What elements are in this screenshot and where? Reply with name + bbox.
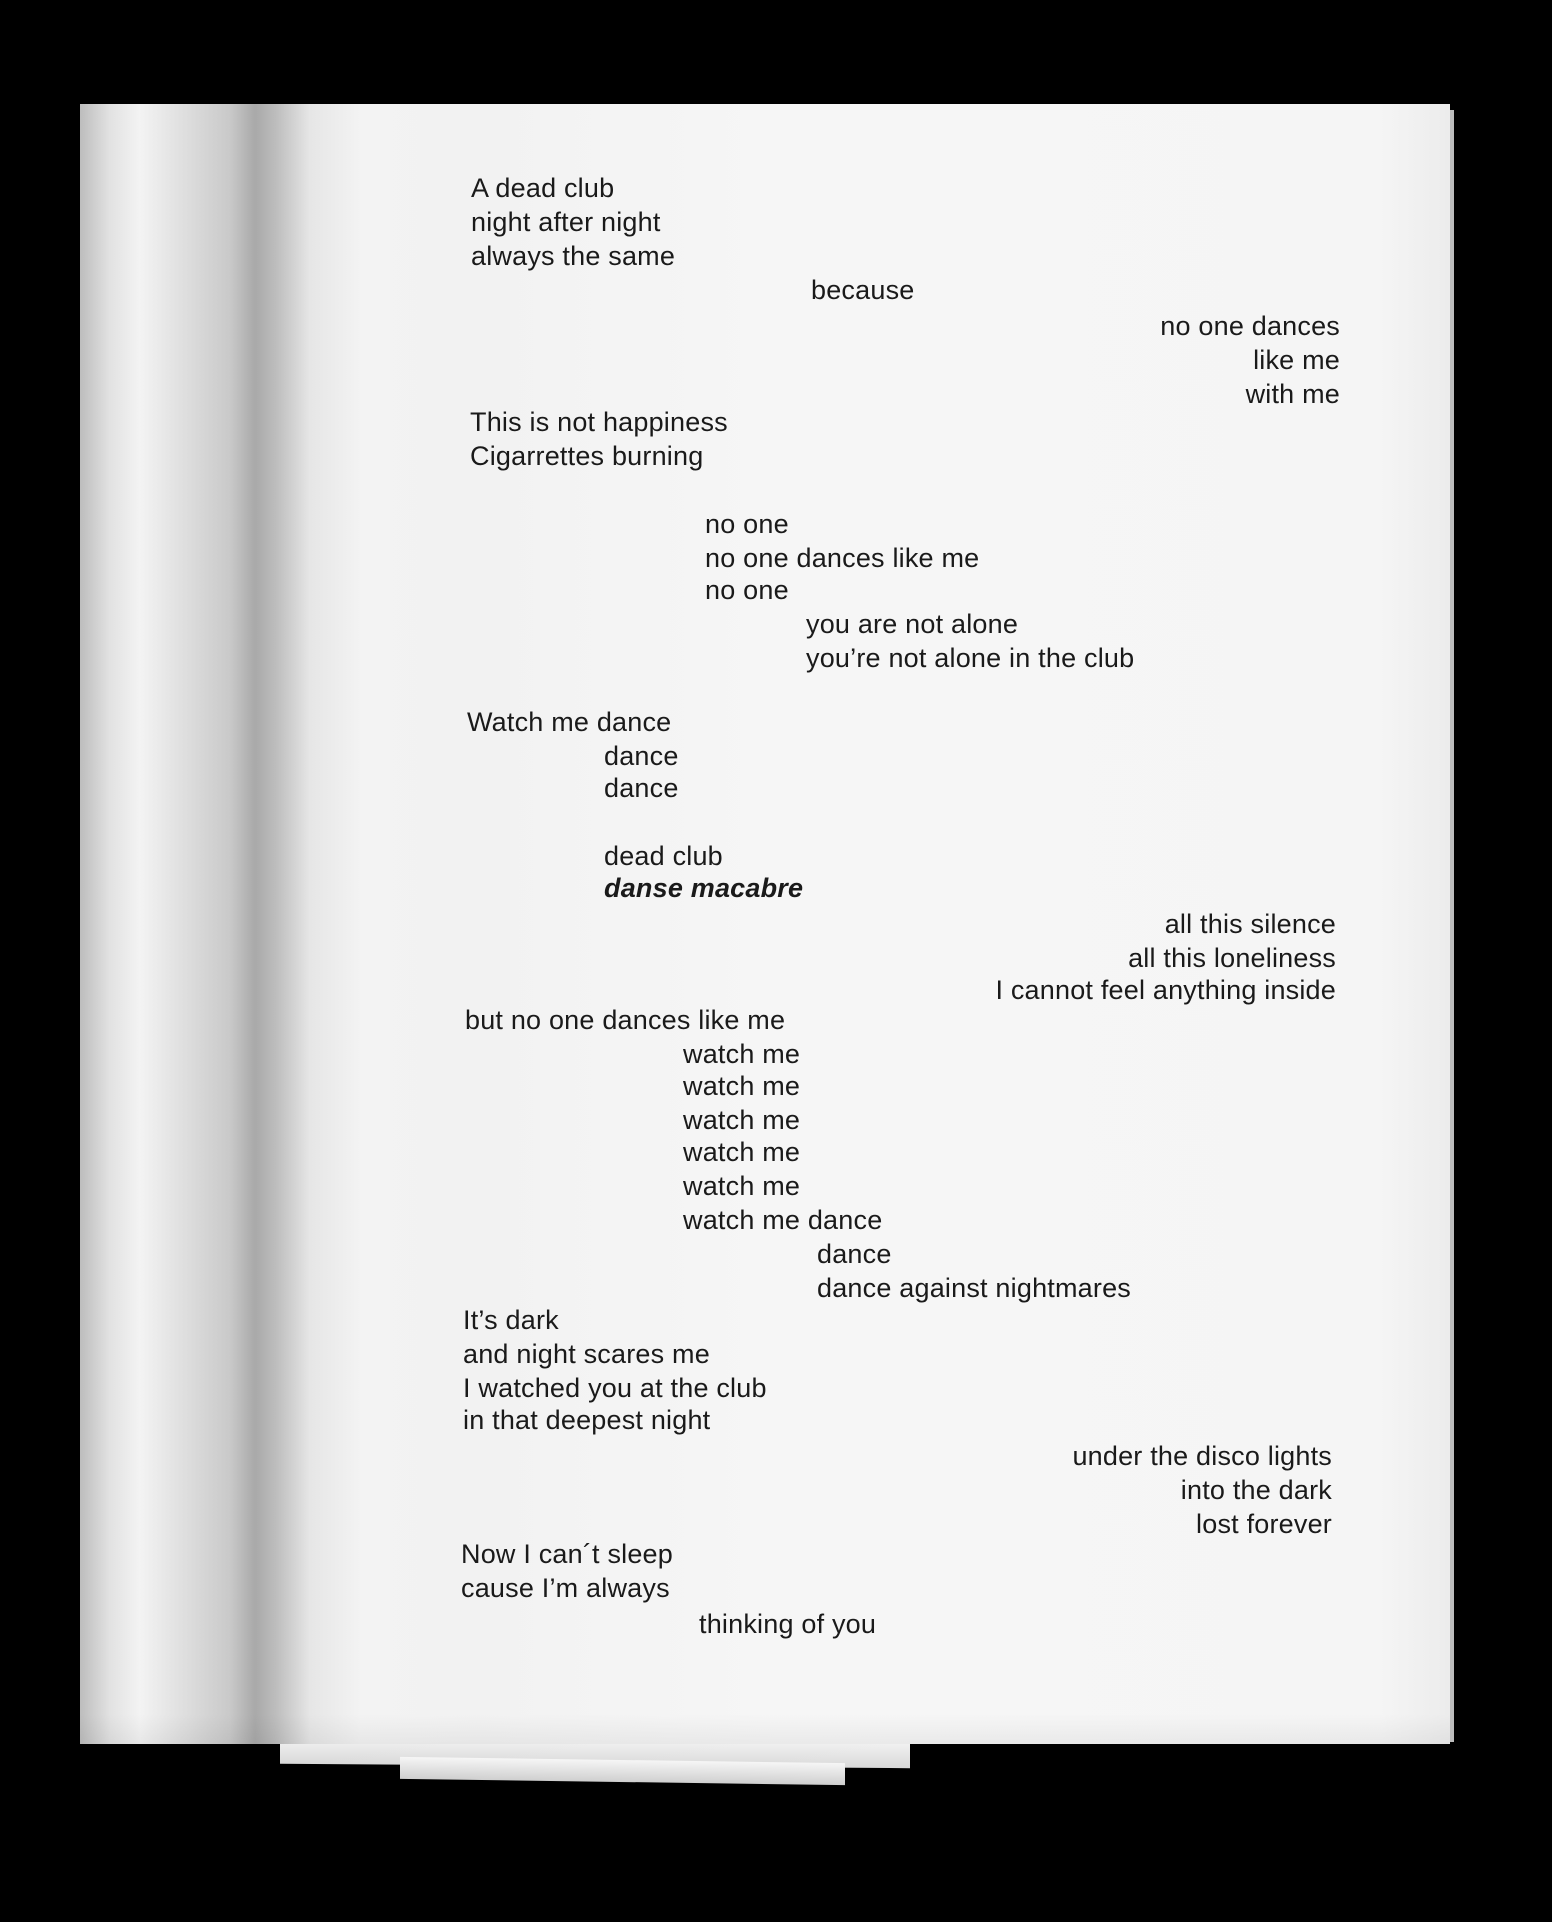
poem-line: A dead club	[471, 173, 615, 203]
poem-line: all this silence	[1164, 909, 1336, 939]
poem-line: Watch me dance	[467, 707, 672, 737]
poem-line: dance	[817, 1239, 892, 1269]
poem-line: dead club	[604, 841, 723, 871]
poem-line: no one	[705, 575, 789, 605]
poem-line: like me	[1253, 345, 1340, 375]
poem-line: you are not alone	[806, 609, 1019, 639]
poem-line: I watched you at the club	[463, 1373, 767, 1403]
poem-line: dance	[604, 773, 679, 803]
poem-line-emphasis: danse macabre	[604, 873, 804, 903]
poem-line: lost forever	[1196, 1509, 1332, 1539]
poem-line: with me	[1245, 379, 1340, 409]
poem-line: into the dark	[1180, 1475, 1332, 1505]
poem-line: I cannot feel anything inside	[995, 975, 1336, 1005]
poem-line: night after night	[471, 207, 661, 237]
poem-line: no one dances like me	[705, 543, 980, 573]
poem-line: no one	[705, 509, 789, 539]
page-shadow	[80, 1714, 1450, 1744]
poem-line: and night scares me	[463, 1339, 710, 1369]
book-page	[80, 104, 1450, 1744]
poem-line: but no one dances like me	[465, 1005, 786, 1035]
poem-line: watch me dance	[683, 1205, 883, 1235]
poem-line: because	[811, 275, 915, 305]
poem-line: It’s dark	[463, 1305, 559, 1335]
poem-line: in that deepest night	[463, 1405, 711, 1435]
poem-line: dance	[604, 741, 679, 771]
poem-line: you’re not alone in the club	[806, 643, 1135, 673]
page-stack-edge	[1450, 110, 1454, 1742]
poem-line: all this loneliness	[1128, 943, 1336, 973]
poem-line: no one dances	[1160, 311, 1340, 341]
poem-line: under the disco lights	[1072, 1441, 1332, 1471]
poem-line: This is not happiness	[470, 407, 728, 437]
poem-line: Cigarrettes burning	[470, 441, 704, 471]
poem-line: always the same	[471, 241, 676, 271]
poem-line: cause I’m always	[461, 1573, 670, 1603]
poem-line: watch me	[683, 1105, 801, 1135]
poem-line: dance against nightmares	[817, 1273, 1131, 1303]
poem-line: Now I can´t sleep	[461, 1539, 673, 1569]
poem-line: watch me	[683, 1071, 801, 1101]
poem-line: watch me	[683, 1137, 801, 1167]
poem-line: watch me	[683, 1171, 801, 1201]
poem-line: watch me	[683, 1039, 801, 1069]
poem-line: thinking of you	[699, 1609, 877, 1639]
